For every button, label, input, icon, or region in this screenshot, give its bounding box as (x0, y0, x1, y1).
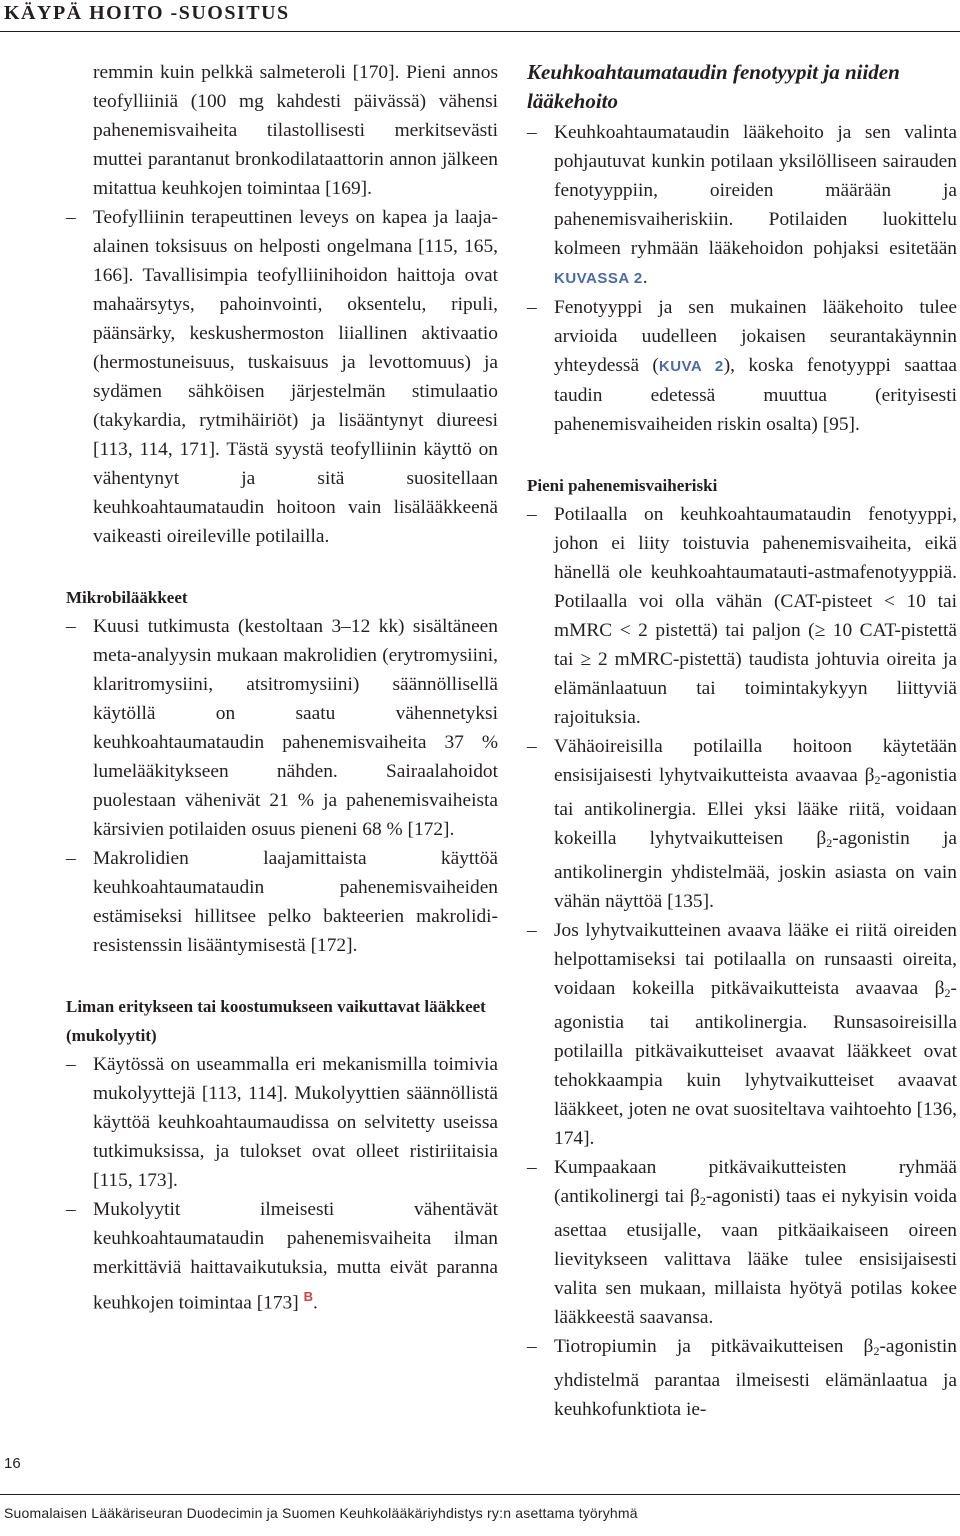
list-item-text: -agonistin yhdistelmä parantaa ilmeisesti elämänlaatua ja keuhkofunktiota ie- (554, 1336, 957, 1420)
list-item-text: -agonistin ja antikolinergin yhdistelmää, joskin asiasta on vain vähän näyttöä [135]. (554, 828, 957, 912)
spacer (66, 960, 498, 992)
subscript: 2 (873, 1344, 880, 1358)
list-item-text: Jos lyhytvaikutteinen avaava lääke ei riitä oireiden helpottamiseksi tai potilaalla on runsaasti oireita, voidaan kokeilla pitkävaikutteista avaavaa β (554, 920, 957, 999)
dash-bullet: – (66, 1054, 76, 1075)
dash-bullet: – (527, 920, 537, 941)
footer-text: Suomalaisen Lääkäriseuran Duodecimin ja Suomen Keuhkolääkäriyhdistys ry:n asettama työryhmä (4, 1505, 638, 1521)
figure-link[interactable]: KUVASSA 2 (554, 270, 643, 287)
list-item (527, 1332, 957, 1424)
list-item (66, 612, 498, 844)
list-item-text: ), koska fenotyyppi saattaa taudin edetessä muuttua (erityisesti pahenemisvaiheiden riskin osalta) [95]. (554, 355, 957, 435)
running-header: KÄYPÄ HOITO -SUOSITUS (4, 2, 290, 24)
list-item (527, 118, 957, 293)
dash-bullet: – (527, 1157, 537, 1178)
subscript: 2 (874, 773, 881, 787)
paragraph-continuation: remmin kuin pelkkä salmeteroli [170]. Pieni annos teofylliiniä (100 mg kahdesti päivässä) vähensi pahenemisvaiheita tilastollisesti merkitsevästi muttei parantanut bronkodilataattorin annon jälkeen mitattua keuhkojen toimintaa [169]. (93, 62, 498, 199)
list-item-text: Fenotyyppi ja sen mukainen lääkehoito tulee arvioida uudelleen jokaisen seurantakäynnin yhteydessä ( (554, 297, 957, 376)
section-heading-pieni-riski: Pieni pahenemisvaiheriski (527, 476, 718, 495)
dash-bullet: – (66, 1199, 76, 1220)
subscript: 2 (699, 1194, 706, 1208)
footer-rule (0, 1494, 960, 1495)
list-item-text: Käytössä on useammalla eri mekanismilla toimivia mukolyyttejä [113, 114]. Mukolyyttien säännöllistä käyttöä keuhkoahtaumaudissa on selvitetty useissa tutkimuksissa, ja tulokset ovat olleet ristiriitaisia [115, 173]. (93, 1054, 498, 1191)
spacer (527, 439, 957, 471)
dash-bullet: – (527, 122, 537, 143)
dash-bullet: – (527, 1336, 537, 1357)
list-item-text: -agonisti) taas ei nykyisin voida asettaa etusijalle, vaan pitkäaikaiseen oireen lievitykseen valittava lääke tulee ensisijaisesti valita sen mukaan, millaista hyötyä potilas kokee lääkkeestä saavansa. (554, 1186, 957, 1328)
dash-bullet: – (527, 297, 537, 318)
list-item (527, 500, 957, 732)
dash-bullet: – (66, 848, 76, 869)
list-item (527, 293, 957, 439)
dash-bullet: – (527, 504, 537, 525)
page-number: 16 (4, 1455, 21, 1472)
right-column (527, 58, 957, 1424)
subscript: 2 (826, 836, 833, 850)
list-item-text: -agonistia tai antikolinergia. Ellei yksi lääke riitä, voidaan kokeilla lyhytvaikutteisen β (554, 765, 957, 849)
subscript: 2 (944, 986, 951, 1000)
list-item-text: Teofylliinin terapeuttinen leveys on kapea ja laaja-alainen toksisuus on helposti ongelmana [115, 165, 166]. Tavallisimpia teofylliinihoidon haittoja ovat mahaärsytys, pahoinvointi, oksentelu, ripuli, päänsärky, keskushermoston liiallinen aktivaatio (hermostuneisuus, tuskaisuus ja levottomuus) ja sydämen sähköisen järjestelmän stimulaatio (takykardia, rytmihäiriöt) ja lisääntynyt diureesi [113, 114, 171]. Tästä syystä teofylliinin käyttö on vähentynyt ja sitä suositellaan keuhkoahtaumataudin hoitoon vain lisälääkkeenä vaikeasti oireileville potilailla. (93, 207, 498, 547)
list-item-text-end: . (312, 1292, 318, 1314)
header-rule (0, 31, 960, 32)
list-item-text: Potilaalla on keuhkoahtaumataudin fenotyyppi, johon ei liity toistuvia pahenemisvaiheita, eikä hänellä ole keuhkoahtaumatauti-astmafenotyyppiä. Potilaalla voi olla vähän (CAT-pisteet < 10 tai mMRC < 2 pistettä) tai paljon (≥ 10 CAT-pistettä tai ≥ 2 mMRC-pistettä) taudista johtuvia oireita ja elämänlaatuun tai toimintakykyyn liittyviä rajoituksia. (554, 504, 957, 728)
list-item (527, 732, 957, 916)
list-item (527, 916, 957, 1153)
section-heading-mukolyytit: Liman eritykseen tai koostumukseen vaikuttavat lääkkeet (mukolyytit) (66, 997, 486, 1045)
dash-bullet: – (527, 736, 537, 757)
list-item-text: Kumpaakaan pitkävaikutteisten ryhmää (antikolinergi tai β (554, 1157, 957, 1207)
section-heading-fenotyypit: Keuhkoahtaumataudin fenotyypit ja niiden lääkehoito (527, 60, 900, 113)
list-item (66, 203, 498, 551)
figure-link[interactable]: KUVA 2 (658, 358, 724, 375)
list-item-text: Kuusi tutkimusta (kestoltaan 3–12 kk) sisältäneen meta-analyysin mukaan makrolidien (erytromysiini, klaritromysiini, atsitromysiini) säännöllisellä käytöllä on saatu vähennetyksi keuhkoahtaumataudin pahenemisvaiheita 37 % lumelääkitykseen nähden. Sairaalahoidot puolestaan vähenivät 21 % ja pahenemisvaiheista kärsivien potilaiden osuus pieneni 68 % [172]. (93, 616, 498, 840)
list-item-text: -agonistia tai antikolinergia. Runsasoireisilla potilailla pitkävaikutteiset avaavat lääkkeet ovat tehokkaampia kuin lyhytvaikutteiset avaavat lääkkeet, joten ne ovat suositeltava vaihtoehto [136, 174]. (554, 978, 957, 1149)
section-heading-mikrobilaakkeet: Mikrobilääkkeet (66, 588, 188, 607)
list-item-text: Makrolidien laajamittaista käyttöä keuhkoahtaumataudin pahenemisvaiheiden estämiseksi hillitsee pelko bakteerien makrolidi-resistenssin lisääntymisestä [172]. (93, 848, 498, 956)
list-item (66, 1195, 498, 1317)
list-item-text: Vähäoireisilla potilailla hoitoon käytetään ensisijaisesti lyhytvaikutteista avaavaa β (554, 736, 957, 786)
list-item-text: Tiotropiumin ja pitkävaikutteisen β (554, 1336, 874, 1357)
evidence-grade-badge[interactable]: B (303, 1289, 313, 1304)
left-column (66, 58, 498, 1317)
list-item-text-end: . (642, 267, 648, 288)
dash-bullet: – (66, 616, 76, 637)
list-item (527, 1153, 957, 1332)
list-item-text: Mukolyytit ilmeisesti vähentävät keuhkoahtaumataudin pahenemisvaiheita ilman merkittäviä haittavaikutuksia, mutta eivät paranna keuhkojen toimintaa [173] (93, 1199, 498, 1314)
list-item (66, 1050, 498, 1195)
list-item-text: Keuhkoahtaumataudin lääkehoito ja sen valinta pohjautuvat kunkin potilaan yksilölliseen sairauden fenotyyppiin, oireiden määrään ja pahenemisvaiheriskiin. Potilaiden luokittelu kolmeen ryhmään lääkehoidon pohjaksi esitetään (554, 122, 957, 259)
dash-bullet: – (66, 207, 76, 228)
list-item (66, 844, 498, 960)
spacer (66, 551, 498, 583)
